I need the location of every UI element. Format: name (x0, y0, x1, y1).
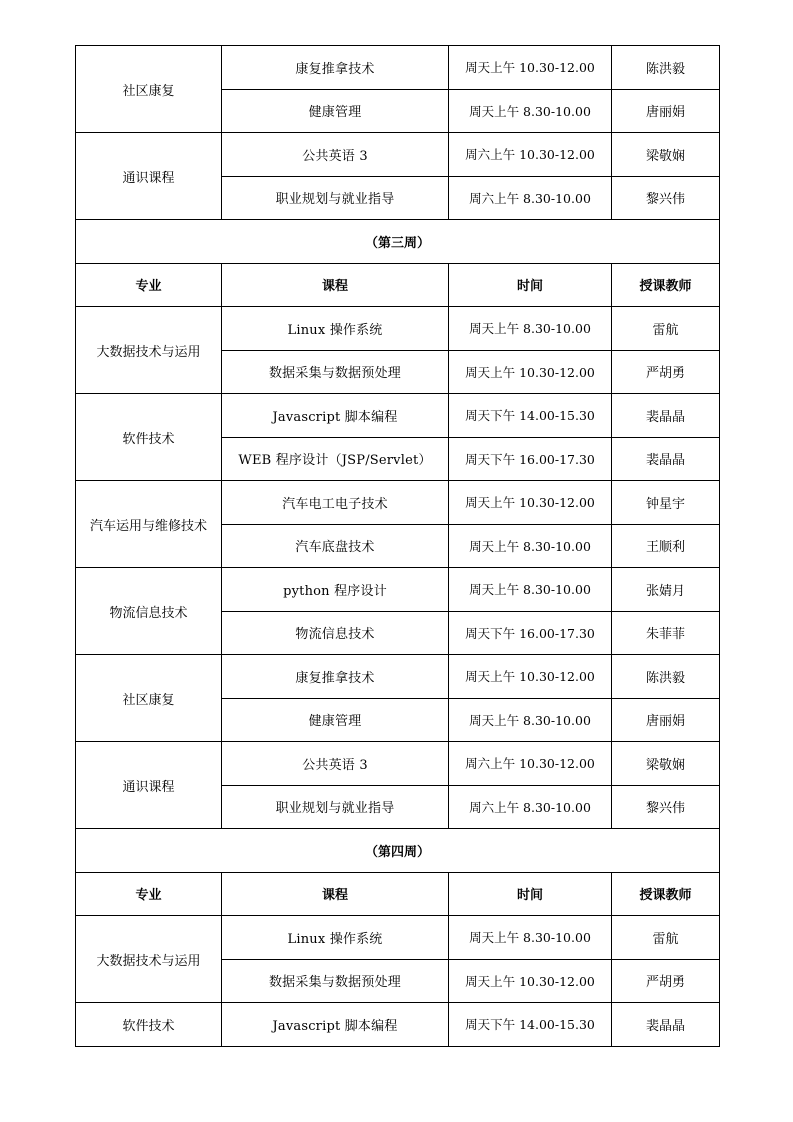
course-cell: python 程序设计 (222, 568, 449, 612)
time-cell: 周六上午 8.30-10.00 (449, 785, 612, 829)
table-header-row (76, 872, 720, 916)
table-row (76, 742, 720, 786)
teacher-cell: 裴晶晶 (612, 437, 720, 481)
teacher-cell: 裴晶晶 (612, 1003, 720, 1047)
teacher-cell: 梁敬娴 (612, 133, 720, 177)
time-cell: 周天上午 8.30-10.00 (449, 524, 612, 568)
time-cell: 周天上午 8.30-10.00 (449, 568, 612, 612)
time-cell: 周天下午 14.00-15.30 (449, 394, 612, 438)
time-cell: 周天上午 10.30-12.00 (449, 959, 612, 1003)
course-cell: 康复推拿技术 (222, 46, 449, 90)
time-cell: 周天上午 10.30-12.00 (449, 481, 612, 525)
time-cell: 周天上午 8.30-10.00 (449, 698, 612, 742)
table-row (76, 394, 720, 438)
table-row (76, 1003, 720, 1047)
time-cell: 周六上午 10.30-12.00 (449, 133, 612, 177)
header-course: 课程 (222, 263, 449, 307)
course-cell: 数据采集与数据预处理 (222, 350, 449, 394)
teacher-cell: 陈洪毅 (612, 655, 720, 699)
teacher-cell: 雷航 (612, 307, 720, 351)
teacher-cell: 朱菲菲 (612, 611, 720, 655)
table-row (76, 133, 720, 177)
time-cell: 周六上午 10.30-12.00 (449, 742, 612, 786)
teacher-cell: 陈洪毅 (612, 46, 720, 90)
major-cell: 通识课程 (76, 133, 222, 220)
major-cell: 社区康复 (76, 46, 222, 133)
course-cell: 健康管理 (222, 89, 449, 133)
teacher-cell: 黎兴伟 (612, 176, 720, 220)
week-title: （第三周） (76, 220, 720, 264)
teacher-cell: 严胡勇 (612, 959, 720, 1003)
major-cell: 社区康复 (76, 655, 222, 742)
major-cell: 软件技术 (76, 1003, 222, 1047)
teacher-cell: 唐丽娟 (612, 89, 720, 133)
teacher-cell: 钟星宇 (612, 481, 720, 525)
major-cell: 汽车运用与维修技术 (76, 481, 222, 568)
week-row (76, 829, 720, 873)
course-cell: 公共英语 3 (222, 742, 449, 786)
course-schedule-table (75, 45, 720, 1047)
course-cell: Javascript 脚本编程 (222, 394, 449, 438)
course-cell: 职业规划与就业指导 (222, 176, 449, 220)
course-cell: Linux 操作系统 (222, 307, 449, 351)
time-cell: 周天上午 8.30-10.00 (449, 916, 612, 960)
course-cell: Linux 操作系统 (222, 916, 449, 960)
course-cell: Javascript 脚本编程 (222, 1003, 449, 1047)
time-cell: 周天下午 14.00-15.30 (449, 1003, 612, 1047)
time-cell: 周天上午 8.30-10.00 (449, 89, 612, 133)
header-major: 专业 (76, 872, 222, 916)
course-cell: 康复推拿技术 (222, 655, 449, 699)
course-cell: 数据采集与数据预处理 (222, 959, 449, 1003)
week-title: （第四周） (76, 829, 720, 873)
course-cell: 职业规划与就业指导 (222, 785, 449, 829)
teacher-cell: 唐丽娟 (612, 698, 720, 742)
time-cell: 周天下午 16.00-17.30 (449, 611, 612, 655)
major-cell: 大数据技术与运用 (76, 307, 222, 394)
table-header-row (76, 263, 720, 307)
course-cell: 汽车底盘技术 (222, 524, 449, 568)
course-cell: 物流信息技术 (222, 611, 449, 655)
table-row (76, 307, 720, 351)
course-cell: 公共英语 3 (222, 133, 449, 177)
schedule-body (76, 46, 720, 1047)
table-row (76, 916, 720, 960)
time-cell: 周天上午 10.30-12.00 (449, 350, 612, 394)
header-time: 时间 (449, 872, 612, 916)
header-teacher: 授课教师 (612, 263, 720, 307)
teacher-cell: 梁敬娴 (612, 742, 720, 786)
time-cell: 周天下午 16.00-17.30 (449, 437, 612, 481)
teacher-cell: 裴晶晶 (612, 394, 720, 438)
header-course: 课程 (222, 872, 449, 916)
week-row (76, 220, 720, 264)
table-row (76, 655, 720, 699)
time-cell: 周六上午 8.30-10.00 (449, 176, 612, 220)
table-row (76, 568, 720, 612)
header-time: 时间 (449, 263, 612, 307)
major-cell: 大数据技术与运用 (76, 916, 222, 1003)
teacher-cell: 严胡勇 (612, 350, 720, 394)
course-cell: 健康管理 (222, 698, 449, 742)
time-cell: 周天上午 10.30-12.00 (449, 46, 612, 90)
course-cell: WEB 程序设计（JSP/Servlet） (222, 437, 449, 481)
teacher-cell: 黎兴伟 (612, 785, 720, 829)
major-cell: 物流信息技术 (76, 568, 222, 655)
major-cell: 软件技术 (76, 394, 222, 481)
table-row (76, 46, 720, 90)
teacher-cell: 雷航 (612, 916, 720, 960)
time-cell: 周天上午 10.30-12.00 (449, 655, 612, 699)
time-cell: 周天上午 8.30-10.00 (449, 307, 612, 351)
teacher-cell: 张婧月 (612, 568, 720, 612)
major-cell: 通识课程 (76, 742, 222, 829)
table-row (76, 481, 720, 525)
teacher-cell: 王顺利 (612, 524, 720, 568)
header-teacher: 授课教师 (612, 872, 720, 916)
header-major: 专业 (76, 263, 222, 307)
course-cell: 汽车电工电子技术 (222, 481, 449, 525)
